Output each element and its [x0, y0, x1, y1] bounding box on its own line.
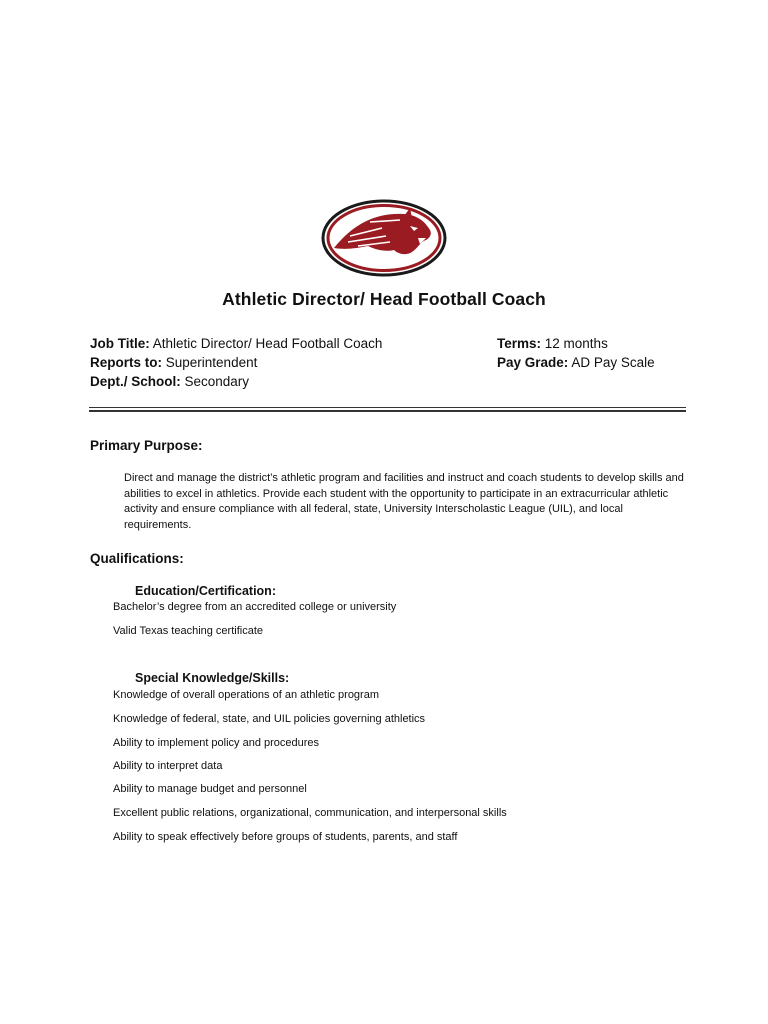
dept-school-field — [90, 373, 249, 391]
terms-field — [497, 335, 608, 353]
reports-to-value: Superintendent — [165, 355, 258, 370]
pay-grade-label: Pay Grade: — [497, 355, 569, 370]
job-title-label: Job Title: — [90, 336, 150, 351]
primary-purpose-heading: Primary Purpose: — [90, 438, 203, 453]
job-title-value: Athletic Director/ Head Football Coach — [152, 336, 383, 351]
primary-purpose-text: Direct and manage the district’s athletic program and facilities and instruct and coach students to develop skills and abilities to excel in athletics. Provide each student with the opportunity to participate in an extracurricular athletic activity and ensure compliance with all federal, state, University Interscholastic League (UIL), and local requirements. — [124, 472, 684, 531]
qualifications-heading: Qualifications: — [90, 551, 184, 566]
skills-heading: Special Knowledge/Skills: — [135, 671, 290, 685]
terms-label: Terms: — [497, 336, 542, 351]
list-item: Ability to implement policy and procedures — [113, 737, 320, 749]
list-item: Ability to interpret data — [113, 760, 223, 772]
pay-grade-value: AD Pay Scale — [571, 355, 655, 370]
education-heading: Education/Certification: — [135, 584, 276, 598]
list-item: Ability to manage budget and personnel — [113, 783, 307, 795]
dept-school-label: Dept./ School: — [90, 374, 181, 389]
list-item: Knowledge of overall operations of an athletic program — [113, 689, 379, 701]
list-item: Valid Texas teaching certificate — [113, 625, 264, 637]
panther-logo-icon — [320, 198, 448, 278]
document-title: Athletic Director/ Head Football Coach — [222, 289, 546, 309]
terms-value: 12 months — [544, 336, 608, 351]
list-item: Bachelor’s degree from an accredited college or university — [113, 601, 397, 613]
dept-school-value: Secondary — [184, 374, 250, 389]
divider-thin — [89, 407, 686, 408]
reports-to-field — [90, 354, 257, 372]
divider-thick — [89, 410, 686, 412]
list-item: Ability to speak effectively before groups of students, parents, and staff — [113, 831, 458, 843]
list-item: Excellent public relations, organizational, communication, and interpersonal skills — [113, 807, 507, 819]
reports-to-label: Reports to: — [90, 355, 162, 370]
job-title-field — [90, 335, 382, 353]
list-item: Knowledge of federal, state, and UIL policies governing athletics — [113, 713, 426, 725]
pay-grade-field — [497, 354, 655, 372]
